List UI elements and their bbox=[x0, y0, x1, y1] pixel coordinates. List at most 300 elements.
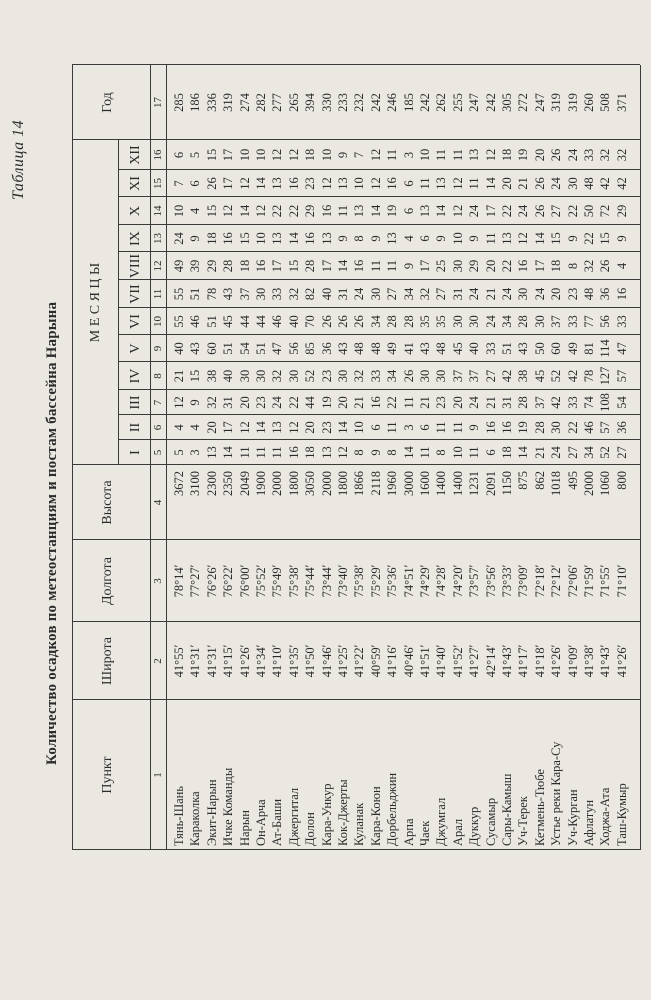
row-longitude: 75°38′ bbox=[286, 564, 301, 598]
row-month-value: 27 bbox=[483, 369, 498, 383]
row-month-value: 15 bbox=[188, 369, 203, 383]
row-month-value: 22 bbox=[385, 396, 400, 409]
row-month-value: 48 bbox=[434, 342, 449, 355]
row-altitude: 800 bbox=[614, 471, 629, 490]
row-station-name: Куланак bbox=[352, 802, 367, 846]
row-latitude: 41°31′ bbox=[188, 644, 203, 678]
row-station-name: Дорбельджин bbox=[385, 772, 400, 846]
row-month-value: 41 bbox=[401, 342, 416, 355]
row-month-value: 72 bbox=[598, 204, 613, 218]
row-month-value: 30 bbox=[516, 287, 531, 301]
row-month-value: 23 bbox=[303, 177, 318, 190]
row-month-value: 14 bbox=[368, 204, 383, 218]
row-altitude: 1400 bbox=[450, 471, 465, 496]
row-month-value: 20 bbox=[483, 259, 498, 273]
row-month-value: 21 bbox=[516, 177, 531, 190]
row-longitude: 72°18′ bbox=[532, 564, 547, 598]
row-year-total: 371 bbox=[614, 93, 629, 112]
row-latitude: 41°46′ bbox=[319, 644, 334, 678]
row-month-value: 15 bbox=[204, 148, 219, 162]
row-month-value: 85 bbox=[303, 342, 318, 355]
column-number: 13 bbox=[152, 233, 164, 244]
row-latitude: 41°43′ bbox=[598, 644, 613, 678]
row-month-value: 14 bbox=[483, 177, 498, 190]
row-month-value: 26 bbox=[598, 259, 613, 273]
row-month-value: 47 bbox=[270, 342, 285, 355]
row-month-value: 5 bbox=[188, 151, 203, 159]
row-month-value: 22 bbox=[500, 259, 514, 273]
row-month-value: 14 bbox=[434, 204, 449, 218]
column-number: 5 bbox=[152, 449, 164, 456]
row-month-value: 70 bbox=[303, 315, 318, 328]
row-month-value: 12 bbox=[368, 148, 383, 162]
row-month-value: 30 bbox=[467, 315, 482, 328]
row-month-value: 10 bbox=[254, 148, 268, 162]
row-month-value: 11 bbox=[401, 396, 416, 409]
row-longitude: 73°57′ bbox=[467, 564, 482, 598]
row-month-value: 40 bbox=[467, 342, 482, 355]
row-month-value: 30 bbox=[286, 369, 301, 383]
row-month-value: 127 bbox=[598, 366, 613, 386]
row-month-value: 6 bbox=[172, 151, 186, 159]
row-month-value: 28 bbox=[516, 396, 531, 409]
row-month-value: 14 bbox=[401, 446, 416, 459]
row-year-total: 394 bbox=[303, 93, 318, 112]
row-latitude: 41°22′ bbox=[352, 644, 367, 678]
row-station-name: Сары-Камыш bbox=[500, 773, 514, 846]
row-month-value: 9 bbox=[368, 235, 383, 242]
row-month-value: 26 bbox=[401, 369, 416, 383]
row-month-value: 17 bbox=[221, 148, 236, 162]
column-number: 1 bbox=[152, 772, 164, 778]
row-month-value: 10 bbox=[352, 421, 367, 434]
column-number: 3 bbox=[152, 578, 164, 584]
row-month-value: 11 bbox=[467, 446, 482, 459]
row-month-value: 32 bbox=[286, 287, 301, 301]
months-group-rule bbox=[118, 140, 119, 465]
row-month-value: 77 bbox=[582, 315, 596, 328]
row-month-value: 43 bbox=[418, 342, 432, 355]
row-year-total: 242 bbox=[368, 93, 383, 112]
header-month: II bbox=[128, 422, 143, 433]
row-latitude: 41°26′ bbox=[549, 644, 564, 678]
row-month-value: 51 bbox=[188, 287, 203, 301]
row-month-value: 30 bbox=[237, 369, 252, 383]
row-month-value: 13 bbox=[319, 446, 334, 459]
row-month-value: 33 bbox=[483, 342, 498, 355]
row-month-value: 81 bbox=[582, 342, 596, 355]
row-month-value: 12 bbox=[336, 446, 350, 459]
row-longitude: 75°52′ bbox=[254, 564, 268, 598]
row-month-value: 46 bbox=[188, 315, 203, 328]
row-month-value: 16 bbox=[385, 177, 400, 190]
row-month-value: 32 bbox=[270, 369, 285, 383]
row-month-value: 11 bbox=[418, 177, 432, 190]
row-altitude: 2049 bbox=[237, 471, 252, 496]
header-month: VI bbox=[128, 314, 143, 329]
row-month-value: 37 bbox=[450, 369, 465, 383]
row-month-value: 21 bbox=[418, 396, 432, 409]
row-month-value: 30 bbox=[368, 287, 383, 301]
row-month-value: 16 bbox=[352, 259, 367, 273]
row-month-value: 36 bbox=[598, 287, 613, 301]
row-altitude: 3000 bbox=[401, 471, 416, 496]
row-month-value: 13 bbox=[500, 232, 514, 245]
row-month-value: 114 bbox=[598, 339, 613, 358]
row-altitude: 1150 bbox=[500, 471, 514, 496]
row-latitude: 41°31′ bbox=[204, 644, 219, 678]
row-month-value: 34 bbox=[368, 315, 383, 328]
row-month-value: 52 bbox=[598, 446, 613, 459]
row-month-value: 9 bbox=[336, 151, 350, 159]
row-month-value: 38 bbox=[204, 369, 219, 383]
header-month: IX bbox=[128, 231, 143, 246]
row-month-value: 13 bbox=[434, 177, 449, 190]
row-month-value: 57 bbox=[614, 369, 629, 383]
row-month-value: 30 bbox=[434, 369, 449, 383]
row-month-value: 22 bbox=[565, 204, 580, 218]
row-month-value: 51 bbox=[254, 342, 268, 355]
row-month-value: 13 bbox=[352, 204, 367, 218]
row-longitude: 71°10′ bbox=[614, 564, 629, 598]
row-month-value: 8 bbox=[565, 262, 580, 270]
row-month-value: 40 bbox=[319, 287, 334, 301]
table-number-label: Таблица 14 bbox=[10, 119, 27, 200]
row-month-value: 19 bbox=[319, 396, 334, 409]
row-month-value: 4 bbox=[188, 424, 203, 431]
row-month-value: 30 bbox=[450, 259, 465, 273]
row-month-value: 20 bbox=[532, 148, 547, 162]
row-month-value: 6 bbox=[368, 424, 383, 431]
row-month-value: 26 bbox=[336, 315, 350, 328]
row-month-value: 32 bbox=[614, 148, 629, 162]
row-year-total: 185 bbox=[401, 93, 416, 112]
row-month-value: 8 bbox=[434, 449, 449, 456]
row-month-value: 49 bbox=[172, 259, 186, 273]
row-latitude: 41°17′ bbox=[516, 644, 531, 678]
row-month-value: 51 bbox=[221, 342, 236, 355]
row-month-value: 17 bbox=[270, 259, 285, 273]
row-month-value: 10 bbox=[450, 232, 465, 245]
row-month-value: 35 bbox=[418, 315, 432, 328]
row-month-value: 30 bbox=[450, 315, 465, 328]
row-month-value: 14 bbox=[516, 446, 531, 459]
row-month-value: 16 bbox=[614, 287, 629, 301]
row-month-value: 8 bbox=[385, 449, 400, 456]
row-month-value: 15 bbox=[204, 204, 219, 218]
row-year-total: 508 bbox=[598, 93, 613, 112]
column-number: 9 bbox=[152, 345, 164, 352]
row-month-value: 16 bbox=[368, 396, 383, 409]
row-month-value: 14 bbox=[254, 421, 268, 434]
header-month: V bbox=[128, 343, 143, 354]
row-latitude: 41°27′ bbox=[467, 644, 482, 678]
row-station-name: Таш-Кумыр bbox=[614, 783, 629, 846]
row-month-value: 28 bbox=[385, 315, 400, 328]
row-month-value: 32 bbox=[204, 396, 219, 409]
row-longitude: 76°22′ bbox=[221, 564, 236, 598]
header-latitude: Широта bbox=[100, 637, 115, 685]
row-altitude: 2091 bbox=[483, 471, 498, 496]
row-month-value: 37 bbox=[549, 315, 564, 328]
row-month-value: 17 bbox=[418, 259, 432, 273]
row-month-value: 78 bbox=[582, 369, 596, 383]
row-month-value: 36 bbox=[614, 421, 629, 434]
row-month-value: 34 bbox=[582, 446, 596, 459]
header-bottom-rule bbox=[166, 65, 167, 850]
row-month-value: 31 bbox=[221, 396, 236, 409]
row-month-value: 6 bbox=[401, 207, 416, 215]
row-year-total: 277 bbox=[270, 93, 285, 112]
row-month-value: 55 bbox=[172, 315, 186, 328]
row-month-value: 35 bbox=[434, 315, 449, 328]
row-month-value: 48 bbox=[582, 177, 596, 190]
row-month-value: 5 bbox=[172, 449, 186, 456]
row-month-value: 20 bbox=[204, 421, 219, 434]
row-month-value: 46 bbox=[270, 315, 285, 328]
row-month-value: 13 bbox=[270, 177, 285, 190]
row-station-name: Сусамыр bbox=[483, 797, 498, 846]
row-month-value: 29 bbox=[614, 204, 629, 218]
row-longitude: 73°33′ bbox=[500, 564, 514, 598]
row-month-value: 40 bbox=[286, 315, 301, 328]
row-altitude: 2118 bbox=[368, 471, 383, 496]
row-month-value: 12 bbox=[221, 204, 236, 218]
row-latitude: 41°10′ bbox=[270, 644, 285, 678]
row-month-value: 32 bbox=[352, 369, 367, 383]
row-month-value: 45 bbox=[450, 342, 465, 355]
row-month-value: 11 bbox=[450, 148, 465, 162]
row-month-value: 27 bbox=[549, 204, 564, 218]
row-station-name: Долон bbox=[303, 812, 318, 846]
row-month-value: 43 bbox=[516, 342, 531, 355]
row-month-value: 42 bbox=[614, 177, 629, 190]
row-month-value: 26 bbox=[352, 315, 367, 328]
row-month-value: 32 bbox=[582, 259, 596, 273]
column-number: 11 bbox=[152, 288, 164, 300]
row-month-value: 26 bbox=[532, 177, 547, 190]
row-month-value: 37 bbox=[532, 396, 547, 409]
row-station-name: Чаек bbox=[418, 820, 432, 846]
row-month-value: 12 bbox=[319, 177, 334, 190]
row-altitude: 875 bbox=[516, 471, 531, 490]
row-year-total: 246 bbox=[385, 93, 400, 112]
row-month-value: 45 bbox=[532, 369, 547, 383]
row-latitude: 41°26′ bbox=[237, 644, 252, 678]
row-month-value: 47 bbox=[614, 342, 629, 355]
row-month-value: 11 bbox=[434, 148, 449, 162]
row-month-value: 11 bbox=[385, 148, 400, 162]
row-month-value: 25 bbox=[434, 259, 449, 273]
row-month-value: 10 bbox=[450, 446, 465, 459]
row-month-value: 26 bbox=[532, 204, 547, 218]
row-month-value: 6 bbox=[418, 235, 432, 242]
row-month-value: 24 bbox=[467, 396, 482, 409]
row-month-value: 13 bbox=[336, 177, 350, 190]
row-year-total: 319 bbox=[565, 93, 580, 112]
row-latitude: 41°25′ bbox=[336, 644, 350, 678]
row-month-value: 14 bbox=[336, 421, 350, 434]
row-latitude: 42°14′ bbox=[483, 644, 498, 678]
row-month-value: 9 bbox=[467, 424, 482, 431]
row-month-value: 27 bbox=[614, 446, 629, 459]
row-month-value: 27 bbox=[565, 446, 580, 459]
row-month-value: 50 bbox=[532, 342, 547, 355]
row-month-value: 33 bbox=[582, 148, 596, 162]
row-month-value: 11 bbox=[336, 204, 350, 218]
row-year-total: 319 bbox=[549, 93, 564, 112]
row-month-value: 33 bbox=[368, 369, 383, 383]
row-longitude: 75°44′ bbox=[303, 564, 318, 598]
column-number: 15 bbox=[152, 178, 164, 189]
row-station-name: Кара-Ункур bbox=[319, 783, 334, 846]
row-month-value: 43 bbox=[221, 287, 236, 301]
row-month-value: 18 bbox=[303, 148, 318, 162]
row-year-total: 274 bbox=[237, 93, 252, 112]
row-longitude: 71°59′ bbox=[582, 564, 596, 598]
row-month-value: 11 bbox=[434, 421, 449, 434]
row-month-value: 12 bbox=[254, 204, 268, 218]
row-altitude: 3050 bbox=[303, 471, 318, 496]
row-month-value: 37 bbox=[237, 287, 252, 301]
row-longitude: 73°44′ bbox=[319, 564, 334, 598]
row-month-value: 9 bbox=[401, 262, 416, 270]
row-month-value: 12 bbox=[286, 421, 301, 434]
row-month-value: 78 bbox=[204, 287, 219, 301]
row-month-value: 11 bbox=[368, 259, 383, 273]
row-month-value: 13 bbox=[204, 446, 219, 459]
row-month-value: 60 bbox=[204, 342, 219, 355]
row-month-value: 44 bbox=[303, 396, 318, 409]
row-month-value: 26 bbox=[319, 315, 334, 328]
row-month-value: 49 bbox=[565, 342, 580, 355]
row-month-value: 13 bbox=[467, 148, 482, 162]
row-month-value: 52 bbox=[549, 369, 564, 383]
row-month-value: 18 bbox=[549, 259, 564, 273]
column-number: 6 bbox=[152, 424, 164, 431]
row-month-value: 56 bbox=[598, 315, 613, 328]
row-month-value: 14 bbox=[286, 232, 301, 245]
row-month-value: 17 bbox=[483, 204, 498, 218]
row-month-value: 21 bbox=[352, 396, 367, 409]
row-year-total: 265 bbox=[286, 93, 301, 112]
row-month-value: 55 bbox=[172, 287, 186, 301]
row-month-value: 16 bbox=[500, 421, 514, 434]
row-month-value: 48 bbox=[368, 342, 383, 355]
row-altitude: 1231 bbox=[467, 471, 482, 496]
row-month-value: 33 bbox=[614, 315, 629, 328]
row-latitude: 41°52′ bbox=[450, 644, 465, 678]
row-month-value: 38 bbox=[516, 369, 531, 383]
header-month: VIII bbox=[128, 253, 143, 279]
row-year-total: 330 bbox=[319, 93, 334, 112]
row-altitude: 1800 bbox=[336, 471, 350, 496]
row-month-value: 24 bbox=[565, 148, 580, 162]
row-month-value: 14 bbox=[221, 446, 236, 459]
row-altitude: 2000 bbox=[319, 471, 334, 496]
row-latitude: 41°18′ bbox=[532, 644, 547, 678]
row-year-total: 282 bbox=[254, 93, 268, 112]
row-altitude: 1800 bbox=[286, 471, 301, 496]
row-month-value: 11 bbox=[237, 446, 252, 459]
row-month-value: 23 bbox=[565, 287, 580, 301]
row-month-value: 27 bbox=[434, 287, 449, 301]
row-station-name: Ичке Команды bbox=[221, 767, 236, 846]
row-month-value: 4 bbox=[188, 207, 203, 215]
row-year-total: 272 bbox=[516, 93, 531, 112]
row-month-value: 33 bbox=[270, 287, 285, 301]
column-number: 16 bbox=[152, 149, 164, 161]
row-month-value: 29 bbox=[204, 259, 219, 273]
row-month-value: 24 bbox=[270, 396, 285, 409]
column-number: 10 bbox=[152, 316, 164, 327]
row-month-value: 23 bbox=[319, 421, 334, 434]
row-altitude: 2300 bbox=[204, 471, 219, 496]
row-month-value: 4 bbox=[614, 262, 629, 270]
row-month-value: 8 bbox=[352, 235, 367, 242]
row-month-value: 10 bbox=[352, 177, 367, 190]
row-month-value: 33 bbox=[565, 315, 580, 328]
row-station-name: Тянь-Шань bbox=[172, 785, 186, 846]
row-month-value: 10 bbox=[254, 232, 268, 245]
row-month-value: 24 bbox=[532, 287, 547, 301]
row-month-value: 21 bbox=[483, 396, 498, 409]
row-station-name: Кок-Джерты bbox=[336, 779, 350, 846]
row-month-value: 15 bbox=[549, 232, 564, 245]
row-month-value: 24 bbox=[549, 177, 564, 190]
row-month-value: 10 bbox=[172, 204, 186, 218]
header-month: I bbox=[128, 450, 143, 455]
row-longitude: 75°49′ bbox=[270, 564, 285, 598]
row-month-value: 9 bbox=[188, 399, 203, 406]
row-latitude: 41°34′ bbox=[254, 644, 268, 678]
row-month-value: 29 bbox=[467, 259, 482, 273]
row-month-value: 32 bbox=[598, 148, 613, 162]
row-month-value: 7 bbox=[172, 180, 186, 187]
row-year-total: 232 bbox=[352, 93, 367, 112]
row-altitude: 1900 bbox=[254, 471, 268, 496]
row-month-value: 6 bbox=[418, 424, 432, 431]
row-month-value: 24 bbox=[516, 204, 531, 218]
row-month-value: 12 bbox=[368, 177, 383, 190]
row-month-value: 18 bbox=[303, 446, 318, 459]
column-number: 14 bbox=[152, 205, 164, 217]
row-month-value: 9 bbox=[188, 235, 203, 242]
row-month-value: 14 bbox=[336, 259, 350, 273]
row-longitude: 73°56′ bbox=[483, 564, 498, 598]
row-month-value: 27 bbox=[385, 287, 400, 301]
row-month-value: 48 bbox=[352, 342, 367, 355]
header-altitude: Высота bbox=[100, 480, 115, 525]
row-month-value: 51 bbox=[500, 342, 514, 355]
row-longitude: 76°26′ bbox=[204, 564, 219, 598]
row-month-value: 28 bbox=[532, 421, 547, 434]
row-month-value: 17 bbox=[532, 259, 547, 273]
row-month-value: 42 bbox=[565, 369, 580, 383]
row-longitude: 78°14′ bbox=[172, 564, 186, 598]
row-month-value: 14 bbox=[254, 177, 268, 190]
row-month-value: 9 bbox=[467, 235, 482, 242]
row-latitude: 41°51′ bbox=[418, 644, 432, 678]
row-month-value: 16 bbox=[286, 446, 301, 459]
table-top-rule bbox=[72, 65, 73, 850]
row-month-value: 40 bbox=[221, 369, 236, 383]
row-station-name: Афлатун bbox=[582, 799, 596, 846]
row-month-value: 12 bbox=[450, 177, 465, 190]
row-year-total: 233 bbox=[336, 93, 350, 112]
row-station-name: Кара-Коюн bbox=[368, 786, 383, 846]
row-month-value: 82 bbox=[303, 287, 318, 301]
